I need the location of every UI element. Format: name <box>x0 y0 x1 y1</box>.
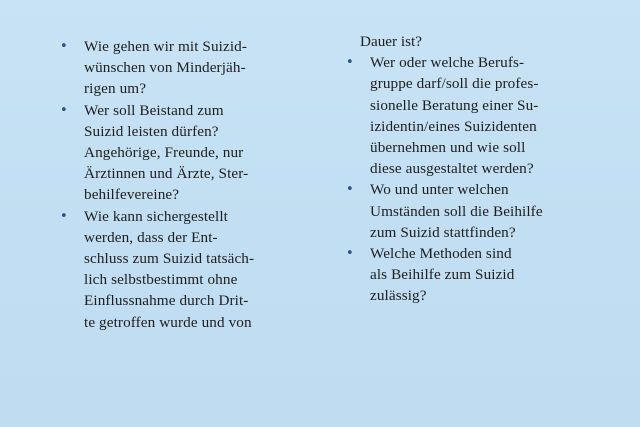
list-item-line: Umständen soll die Beihilfe <box>370 202 543 220</box>
list-item-line: gruppe darf/soll die profes- <box>370 75 539 93</box>
list-item-line: Wer soll Beistand zum <box>84 101 224 119</box>
list-item-line: Wo und unter welchen <box>370 181 509 199</box>
bullet-icon: • <box>346 55 354 71</box>
list-item-line: zum Suizid stattfinden? <box>370 223 516 241</box>
list-item-line: Einflussnahme durch Drit- <box>84 292 249 310</box>
bullet-icon: • <box>60 102 68 118</box>
bullet-icon: • <box>60 208 68 224</box>
list-item-line: Suizid leisten dürfen? <box>84 122 219 140</box>
list-item-line: te getroffen wurde und von <box>84 313 252 331</box>
list-item-line: Wie gehen wir mit Suizid- <box>84 38 248 55</box>
continuation-line: Dauer ist? <box>360 33 422 50</box>
list-item-line: übernehmen und wie soll <box>370 139 526 157</box>
list-item-line: werden, dass der Ent- <box>84 228 218 246</box>
list-item-line: zulässig? <box>370 287 427 305</box>
list-item-line: lich selbstbestimmt ohne <box>84 271 238 289</box>
bullet-icon: • <box>60 39 68 54</box>
list-item-line: behilfevereine? <box>84 186 180 204</box>
list-item-line: Wie kann sichergestellt <box>84 207 228 225</box>
list-item-line: Angehörige, Freunde, nur <box>84 144 244 162</box>
bullet-icon: • <box>346 246 354 262</box>
list-item-line: rigen um? <box>84 80 147 98</box>
list-item-line: Wer oder welche Berufs- <box>370 54 525 72</box>
list-item <box>346 52 596 179</box>
list-item <box>60 36 310 100</box>
list-item-line: Welche Methoden sind <box>370 245 512 263</box>
bullet-icon: • <box>346 182 354 198</box>
list-item-line: sionelle Beratung einer Su- <box>370 96 539 114</box>
list-item-line: als Beihilfe zum Suizid <box>370 266 515 284</box>
left-column <box>60 36 310 333</box>
list-item <box>60 206 310 333</box>
list-item-line: diese ausgestaltet werden? <box>370 160 534 178</box>
list-item-line: Ärztinnen und Ärzte, Ster- <box>84 165 249 183</box>
right-column <box>346 31 596 307</box>
list-item-line: wünschen von Minderjäh- <box>84 59 246 77</box>
list-item <box>346 179 596 243</box>
list-item-line: schluss zum Suizid tatsäch- <box>84 250 255 268</box>
list-item-line: izidentin/eines Suizidenten <box>370 117 537 135</box>
list-item <box>60 100 310 206</box>
list-item <box>346 243 596 307</box>
